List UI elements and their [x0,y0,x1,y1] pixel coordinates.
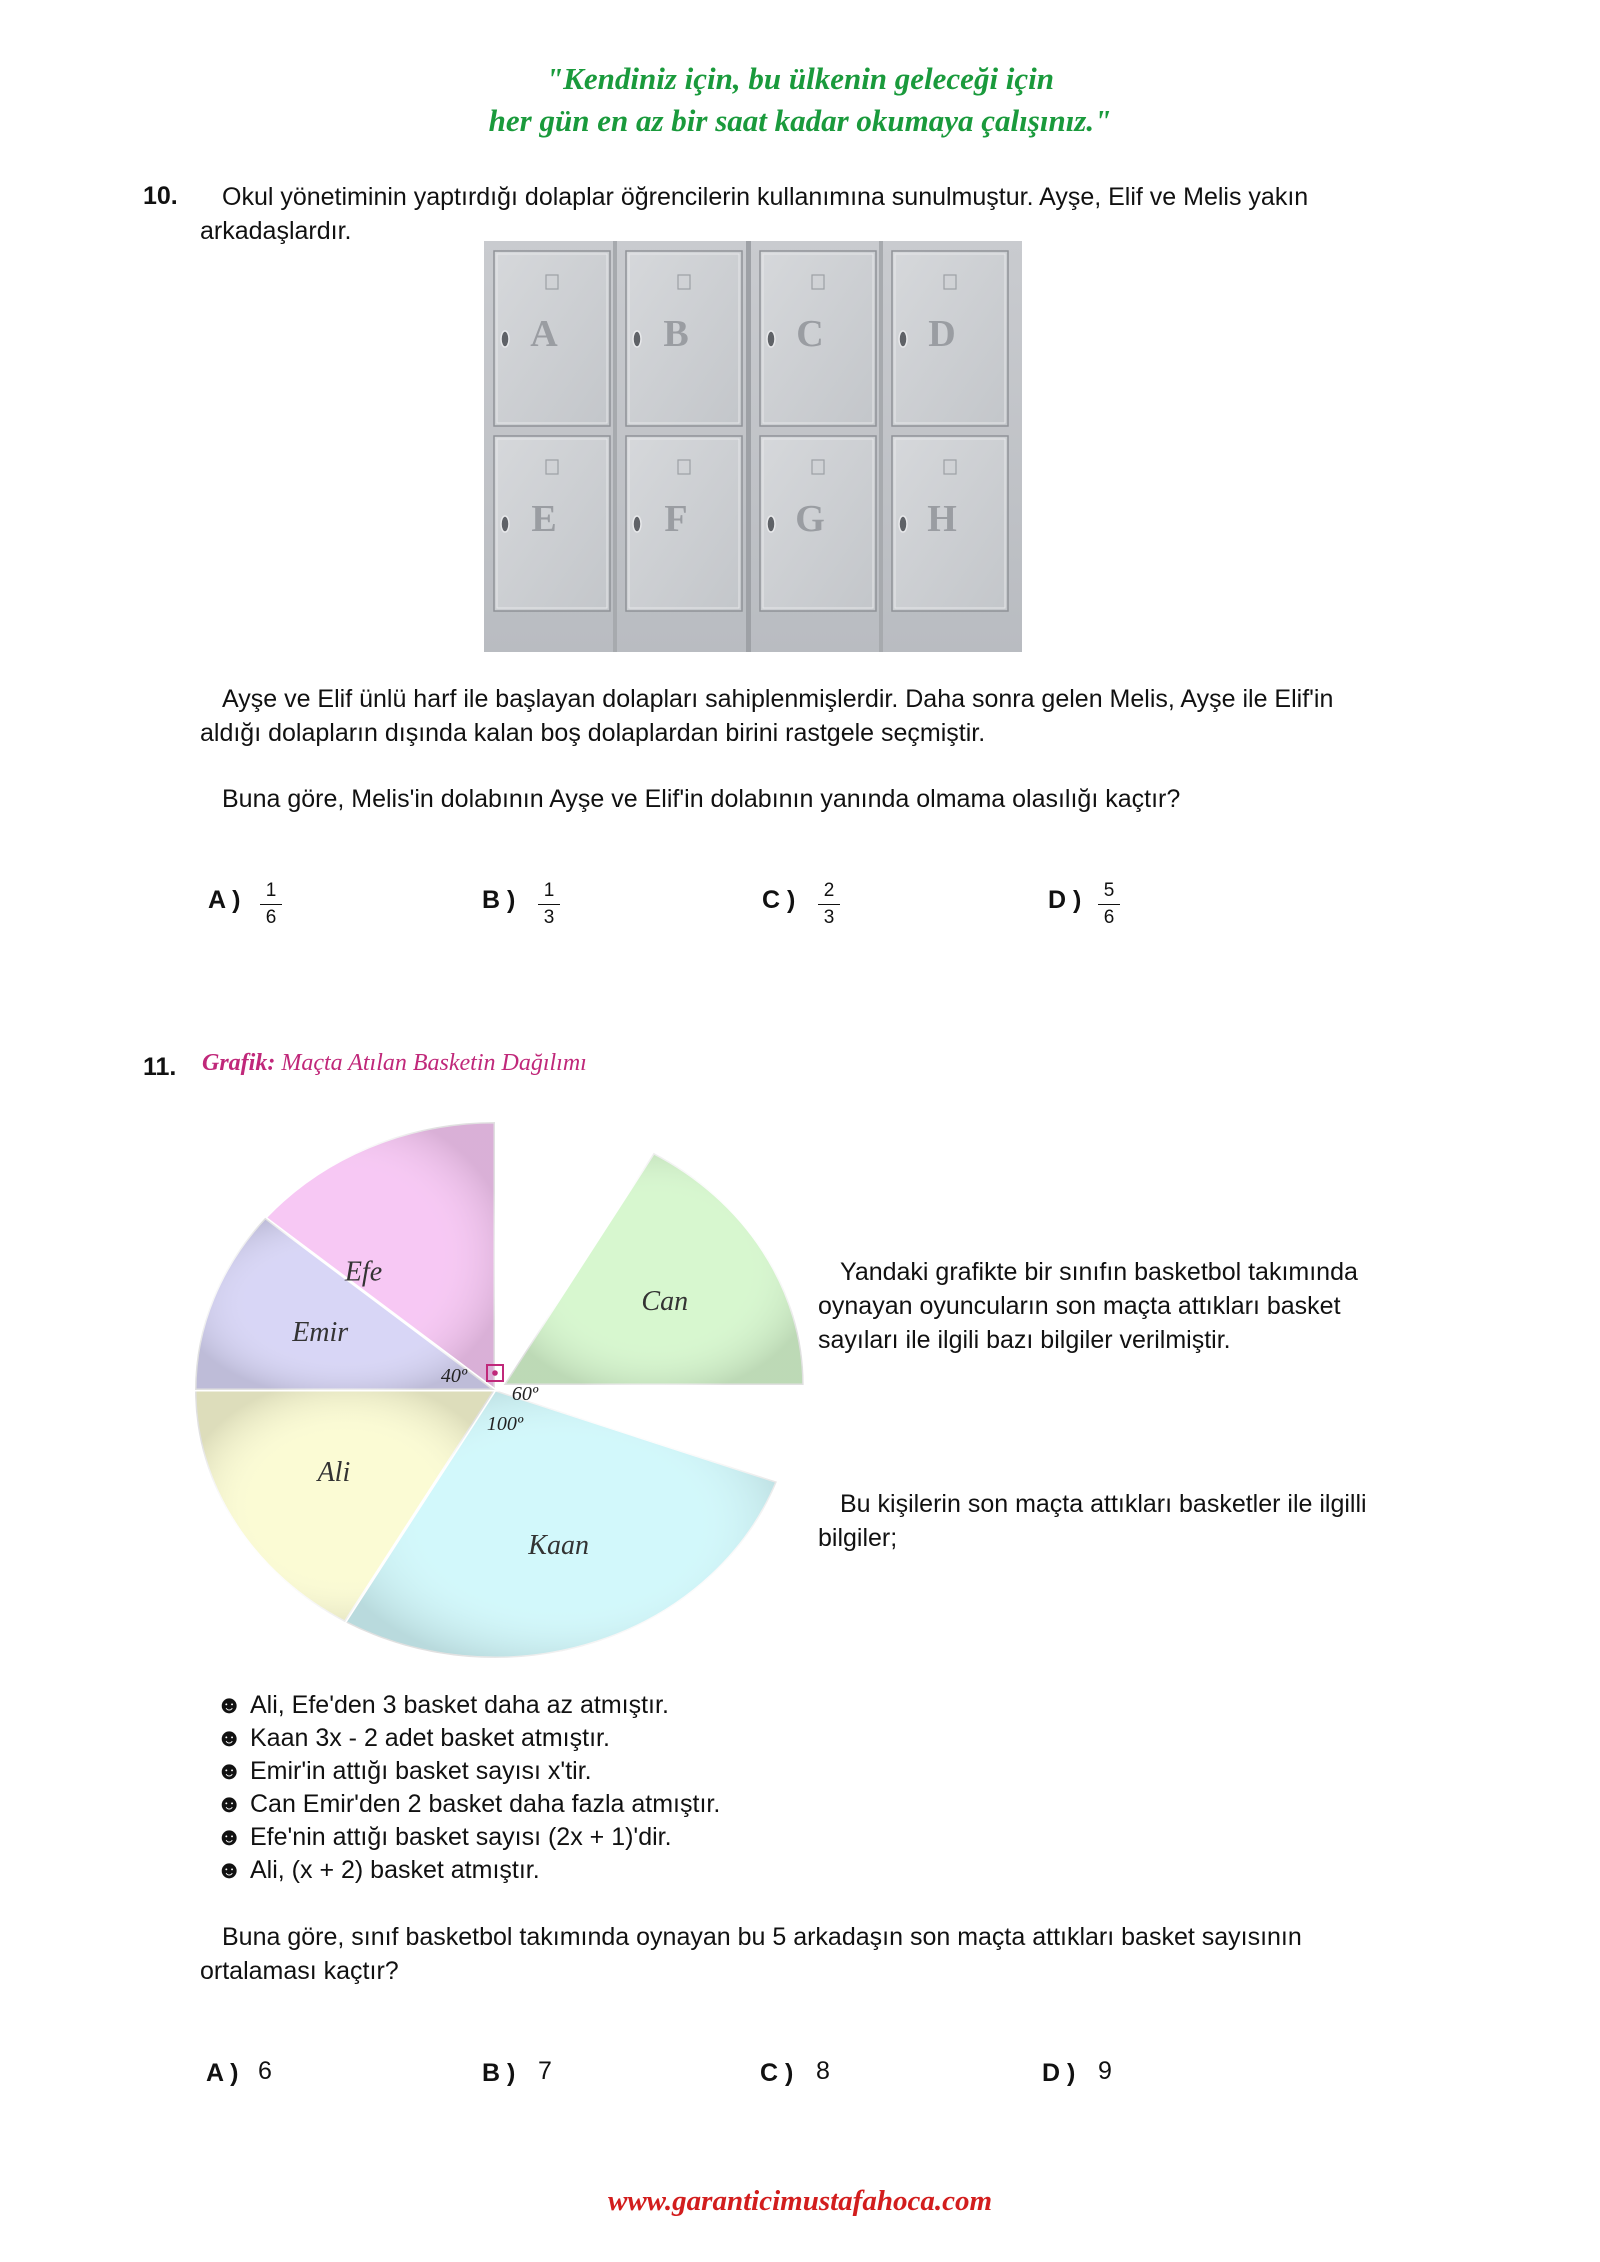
q10-option-c-denominator: 3 [823,907,835,928]
q10-option-b-label[interactable]: B ) [482,886,516,914]
q11-option-d-label[interactable]: D ) [1042,2059,1076,2087]
bullet-text: Ali, Efe'den 3 basket daha az atmıştır. [250,1691,669,1719]
bullet-text: Emir'in attığı basket sayısı x'tir. [250,1757,592,1785]
info-bullet [216,1689,720,1722]
angle-label: 100º [486,1413,524,1435]
q10-option-c-label[interactable]: C ) [762,886,796,914]
lock-handle-icon [501,331,509,347]
right-angle-dot [492,1370,498,1376]
info-bullet [216,1788,720,1821]
lock-handle-icon [633,516,641,532]
info-bullet-list [216,1689,720,1887]
locker-letter: F [664,498,688,540]
q11-option-c-value: 8 [816,2057,830,2085]
locker-letter: B [663,313,689,355]
locker-letter: D [928,313,956,355]
locker-letter: A [530,313,558,355]
question-11-number: 11. [143,1053,177,1081]
smiley-icon: ☻ [216,1856,243,1884]
q10-option-b-fraction [538,880,560,929]
question-10-question: Buna göre, Melis'in dolabının Ayşe ve Elif'in dolabının yanında olmama olasılığı kaçtır? [222,785,1181,813]
question-10-intro-line-2: arkadaşlardır. [200,217,352,245]
bullet-text: Efe'nin attığı basket sayısı (2x + 1)'dir. [250,1823,672,1851]
locker-door-f [626,436,742,611]
side-text-1-line-3: sayıları ile ilgili bazı bilgiler verilmiştir. [818,1326,1231,1354]
locker-door-c [760,251,876,426]
question-11-line-2: ortalaması kaçtır? [200,1957,399,1985]
pie-label-emir: Emir [292,1317,349,1349]
smiley-icon: ☻ [216,1823,243,1851]
lock-handle-icon [899,516,907,532]
lock-handle-icon [767,516,775,532]
graph-title-text: Maçta Atılan Basketin Dağılımı [281,1050,587,1076]
pie-label-can: Can [641,1285,689,1317]
side-text-1 [818,1255,1418,1357]
locker-door-e [494,436,610,611]
q10-option-b-denominator: 3 [543,907,555,928]
lock-handle-icon [767,331,775,347]
info-bullet [216,1755,720,1788]
bullet-text: Ali, (x + 2) basket atmıştır. [250,1856,540,1884]
q10-option-c-fraction [818,880,840,929]
question-10-body-line-2: aldığı dolapların dışında kalan boş dolaplardan birini rastgele seçmiştir. [200,719,986,747]
locker-letter: C [796,313,824,355]
q11-option-a-label[interactable]: A ) [206,2059,239,2087]
bullet-text: Can Emir'den 2 basket daha fazla atmıştır. [250,1790,721,1818]
q10-option-a-label[interactable]: A ) [208,886,241,914]
side-text-1-line-2: oynayan oyuncuların son maçta attıkları basket [818,1292,1341,1320]
q10-option-c-numerator: 2 [823,880,835,901]
q10-option-a-denominator: 6 [265,907,277,928]
question-10-intro-line-1: Okul yönetiminin yaptırdığı dolaplar öğrencilerin kullanımına sunulmuştur. Ayşe, Elif ve Melis yakın [222,183,1309,211]
graph-label: Grafik: [202,1050,276,1076]
side-text-2-line-1: Bu kişilerin son maçta attıkları basketler ile ilgilli [840,1490,1367,1518]
motto-line-1: "Kendiniz için, bu ülkenin geleceği için [545,61,1055,96]
pie-label-efe: Efe [344,1256,383,1288]
q10-option-d-denominator: 6 [1103,907,1115,928]
smiley-icon: ☻ [216,1757,243,1785]
locker-door-b [626,251,742,426]
q10-option-a-numerator: 1 [265,880,277,901]
pie-label-kaan: Kaan [528,1530,589,1562]
q10-option-d-label[interactable]: D ) [1048,886,1082,914]
lock-handle-icon [501,516,509,532]
locker-letter: H [927,498,957,540]
locker-letter: E [531,498,557,540]
q11-option-b-label[interactable]: B ) [482,2059,516,2087]
angle-label: 60º [511,1383,539,1405]
q10-option-a-fraction [260,880,282,929]
lock-handle-icon [899,331,907,347]
q10-option-d-fraction [1098,880,1120,929]
q11-option-b-value: 7 [538,2057,552,2085]
side-text-1-line-1: Yandaki grafikte bir sınıfın basketbol takımında [840,1258,1358,1286]
info-bullet [216,1722,720,1755]
q10-option-b-numerator: 1 [543,880,555,901]
pie-chart [180,1110,820,1670]
locker-door-h [892,436,1008,611]
smiley-icon: ☻ [216,1790,243,1818]
lock-handle-icon [633,331,641,347]
info-bullet [216,1854,720,1887]
bullet-text: Kaan 3x - 2 adet basket atmıştır. [250,1724,610,1752]
q11-option-a-value: 6 [258,2057,272,2085]
angle-label: 40º [440,1365,468,1387]
q11-option-d-value: 9 [1098,2057,1112,2085]
pie-label-ali: Ali [317,1457,351,1489]
q11-option-c-label[interactable]: C ) [760,2059,794,2087]
smiley-icon: ☻ [216,1691,243,1719]
side-text-2 [818,1487,1418,1555]
locker-door-g [760,436,876,611]
lockers-illustration [484,241,1022,652]
question-10-body-line-1: Ayşe ve Elif ünlü harf ile başlayan dolapları sahiplenmişlerdir. Daha sonra gelen Melis, Ayşe ile Elif'in [222,685,1334,713]
locker-door-a [494,251,610,426]
info-bullet [216,1821,720,1854]
graph-title [202,1050,587,1077]
locker-door-d [892,251,1008,426]
footer-url[interactable]: www.garanticimustafahoca.com [607,2185,993,2217]
pie-slice-can [504,1153,804,1385]
smiley-icon: ☻ [216,1724,243,1752]
question-10-number: 10. [143,182,178,210]
q10-option-d-numerator: 5 [1103,880,1115,901]
side-text-2-line-2: bilgiler; [818,1524,898,1552]
question-11-line-1: Buna göre, sınıf basketbol takımında oynayan bu 5 arkadaşın son maçta attıkları basket sayısının [222,1923,1302,1951]
locker-letter: G [795,498,825,540]
motto-line-2: her gün en az bir saat kadar okumaya çalışınız." [488,103,1112,138]
